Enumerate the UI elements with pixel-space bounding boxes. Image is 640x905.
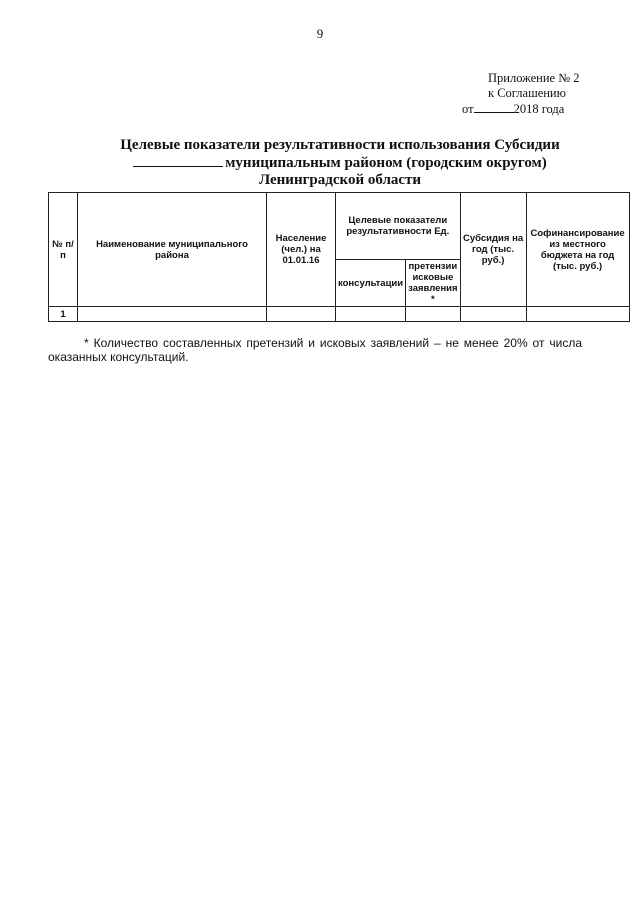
document-title	[80, 137, 600, 189]
title-line-2-text: муниципальным районом (городским округом)	[225, 155, 547, 171]
appendix-date-suffix: 2018 года	[513, 102, 565, 116]
appendix-header	[462, 71, 582, 117]
header-subsidy: Субсидия на год (тыс. руб.)	[460, 193, 526, 307]
cell-cofinancing	[526, 307, 629, 322]
header-consultations: консультации	[336, 260, 406, 307]
title-line-1: Целевые показатели результативности использования Субсидии	[120, 137, 560, 153]
cell-name	[78, 307, 267, 322]
title-line-3: Ленинградской области	[258, 172, 422, 188]
cell-consultations	[336, 307, 406, 322]
title-line-2	[80, 154, 600, 172]
indicators-table	[48, 192, 630, 322]
cell-num: 1	[49, 307, 78, 322]
footnote: * Количество составленных претензий и исковых заявлений – не менее 20% от числа оказанных консультаций.	[48, 336, 582, 364]
appendix-line-3	[462, 101, 582, 117]
cell-subsidy	[460, 307, 526, 322]
header-cofinancing: Софинансирование из местного бюджета на год (тыс. руб.)	[526, 193, 629, 307]
header-targets: Целевые показатели результативности Ед.	[336, 193, 461, 260]
header-num: № п/п	[49, 193, 78, 307]
cell-claims	[406, 307, 460, 322]
appendix-date-prefix: от	[462, 102, 474, 116]
table-row	[49, 307, 630, 322]
title-blank	[133, 154, 223, 167]
cell-population	[267, 307, 336, 322]
table-header-row	[49, 193, 630, 260]
page-number: 9	[316, 26, 324, 41]
appendix-line-1: Приложение № 2	[488, 71, 580, 85]
header-name: Наименование муниципального района	[78, 193, 267, 307]
header-population: Население (чел.) на 01.01.16	[267, 193, 336, 307]
appendix-line-2: к Соглашению	[488, 86, 566, 100]
header-claims: претензии исковые заявления *	[406, 260, 460, 307]
date-blank	[474, 101, 514, 113]
